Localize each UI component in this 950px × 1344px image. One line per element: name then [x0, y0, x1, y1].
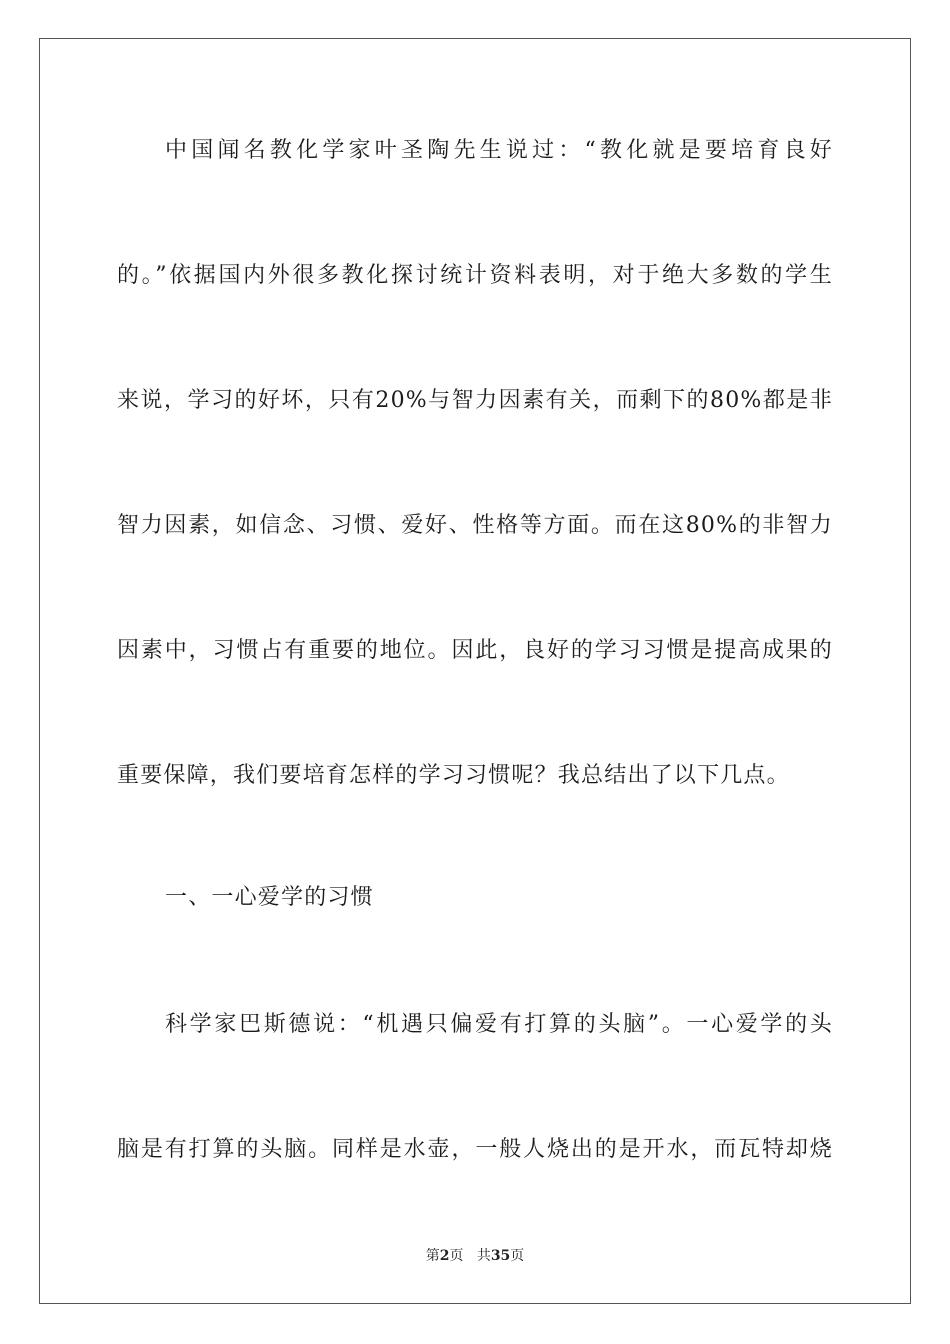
- paragraph-1-line-2: 的。”依据国内外很多教化探讨统计资料表明，对于绝大多数的学生: [117, 263, 833, 288]
- page-border: [39, 38, 911, 1304]
- footer-total-pages: 35: [490, 1248, 511, 1264]
- footer-total-suffix: 页: [510, 1248, 525, 1264]
- footer-page-prefix: 第: [425, 1248, 440, 1264]
- page-footer: [0, 1246, 950, 1266]
- paragraph-2-line-1: 科学家巴斯德说：“机遇只偏爱有打算的头脑”。一心爱学的头: [165, 1012, 833, 1037]
- paragraph-1-line-4: 智力因素，如信念、习惯、爱好、性格等方面。而在这80%的非智力: [117, 513, 833, 538]
- paragraph-1-line-6: 重要保障，我们要培育怎样的学习习惯呢？我总结出了以下几点。: [117, 763, 790, 788]
- paragraph-1-line-3: 来说，学习的好坏，只有20%与智力因素有关，而剩下的80%都是非: [117, 388, 833, 413]
- footer-total-prefix: 共: [476, 1248, 491, 1264]
- section-heading: 一、一心爱学的习惯: [165, 885, 374, 910]
- paragraph-2-line-2: 脑是有打算的头脑。同样是水壶，一般人烧出的是开水，而瓦特却烧: [117, 1137, 833, 1162]
- paragraph-1-line-1: 中国闻名教化学家叶圣陶先生说过：“教化就是要培育良好: [165, 138, 833, 163]
- paragraph-1-line-5: 因素中，习惯占有重要的地位。因此，良好的学习习惯是提高成果的: [117, 638, 833, 663]
- footer-page-number: 2: [439, 1248, 450, 1264]
- footer-page-suffix: 页: [449, 1248, 464, 1264]
